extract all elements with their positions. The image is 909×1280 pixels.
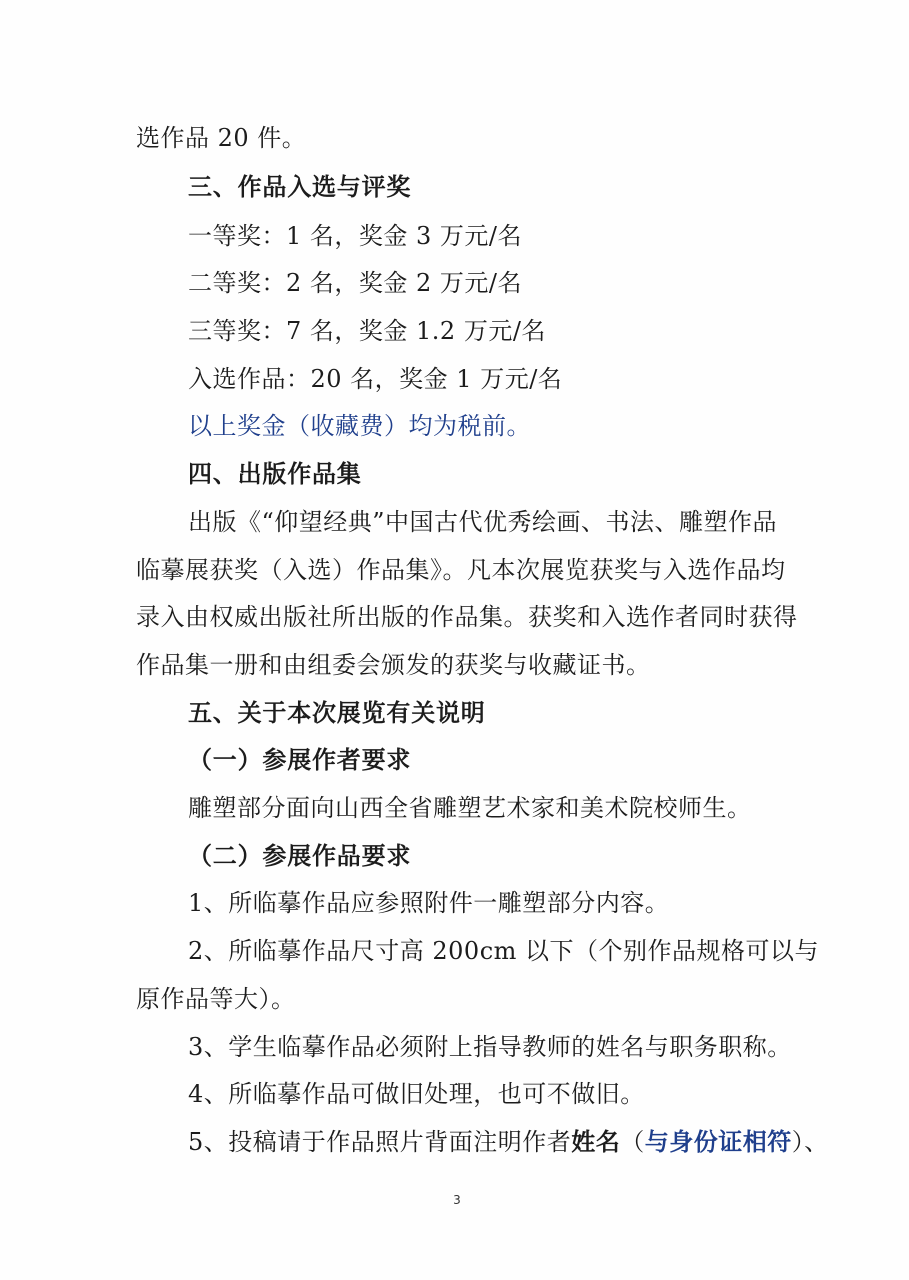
prize-selected: 入选作品：20 名，奖金 1 万元/名 (188, 365, 563, 393)
subsection-heading-2: （二）参展作品要求 (188, 842, 412, 870)
last-line-prefix: 5、投稿请于作品照片背面注明作者 (188, 1128, 572, 1156)
last-line-paren-open: （ (620, 1128, 645, 1156)
last-line-bold: 姓名 (571, 1128, 621, 1156)
paragraph-line: 临摹展获奖（入选）作品集》。凡本次展览获奖与入选作品均 (136, 556, 786, 584)
list-item-continuation: 原作品等大）。 (136, 985, 296, 1013)
last-line-paren-close: ）、 (791, 1128, 829, 1156)
list-item-last (188, 1127, 829, 1157)
list-item: 3、学生临摹作品必须附上指导教师的姓名与职务职称。 (188, 1033, 792, 1061)
section-heading-4: 四、出版作品集 (188, 460, 362, 488)
text-line: 选作品 20 件。 (136, 124, 307, 152)
paragraph-line: 录入由权威出版社所出版的作品集。获奖和入选作者同时获得 (136, 603, 798, 631)
tax-note: 以上奖金（收藏费）均为税前。 (188, 412, 531, 440)
prize-third: 三等奖：7 名，奖金 1.2 万元/名 (188, 317, 546, 345)
prize-second: 二等奖：2 名，奖金 2 万元/名 (188, 269, 523, 297)
prize-first: 一等奖：1 名，奖金 3 万元/名 (188, 222, 523, 250)
list-item: 2、所临摹作品尺寸高 200cm 以下（个别作品规格可以与 (188, 937, 820, 965)
section-heading-3: 三、作品入选与评奖 (188, 173, 412, 201)
section-heading-5: 五、关于本次展览有关说明 (188, 699, 486, 727)
list-item: 4、所临摹作品可做旧处理，也可不做旧。 (188, 1080, 645, 1108)
page-number: 3 (453, 1193, 461, 1207)
subsection-heading-1: （一）参展作者要求 (188, 746, 412, 774)
paragraph-line: 出版《“仰望经典”中国古代优秀绘画、书法、雕塑作品 (188, 508, 778, 536)
paragraph-line: 作品集一册和由组委会颁发的获奖与收藏证书。 (136, 651, 651, 679)
paragraph-line: 雕塑部分面向山西全省雕塑艺术家和美术院校师生。 (188, 794, 752, 822)
last-line-blue: 与身份证相符 (644, 1128, 792, 1156)
list-item: 1、所临摹作品应参照附件一雕塑部分内容。 (188, 889, 670, 917)
